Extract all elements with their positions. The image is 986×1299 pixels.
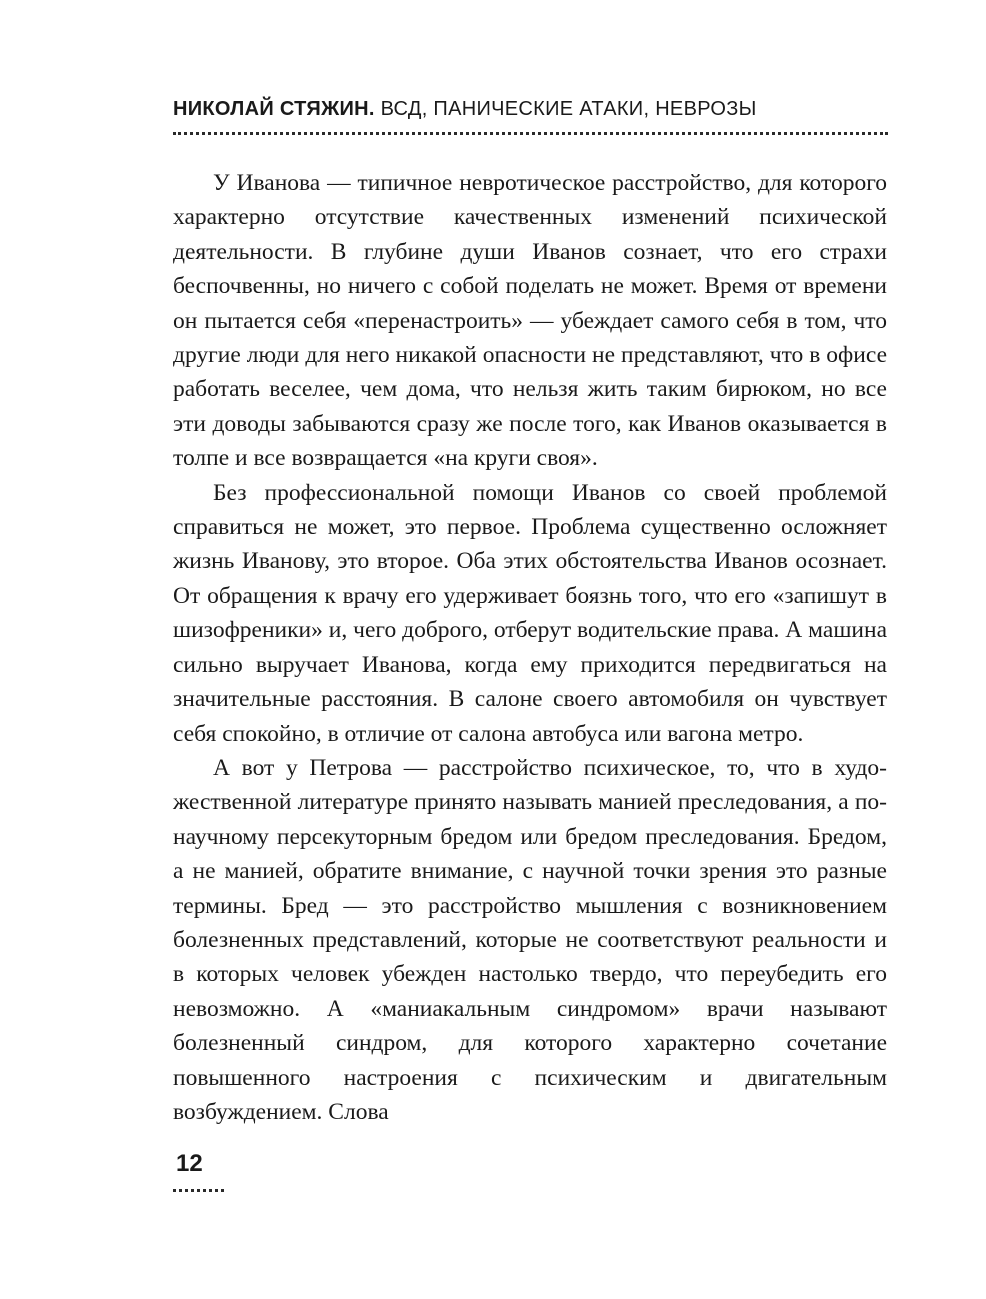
paragraph: Без профессиональной помощи Иванов со своей проблемой справиться не может, это первое. Проблема существенно осложняет жизнь Иванову, это второе. Оба этих обстоятельства Иванов осознает. От обращения к врачу его удерживает боязнь того, что его «запишут в шизофреники» и, чего доброго, отберут водительские права. А машина сильно выручает Иванова, когда ему приходится передвигаться на значительные расстояния. В салоне своего автомобиля он чувствует себя спокойно, в отличие от салона автобуса или вагона метро. <box>173 479 887 747</box>
paragraph: У Иванова — типичное невротическое расстройство, для которого характерно отсутствие качественных изменений психической деятельности. В глубине души Иванов сознает, что его страхи беспочвенны, но ничего с собой поделать не может. Время от времени он пытается себя «перенастроить» — убеждает самого себя в том, что другие люди для него никакой опасности не представляют, что в офисе работать веселее, чем дома, что нельзя жить таким бирюком, но все эти доводы забываются сразу же после того, как Иванов оказывается в толпе и все возвращается «на круги своя». <box>173 170 887 472</box>
footer-dotted-rule <box>173 1189 224 1192</box>
body-text <box>173 166 887 1129</box>
book-title: ВСД, ПАНИЧЕСКИЕ АТАКИ, НЕВРОЗЫ <box>380 98 757 120</box>
page-number: 12 <box>176 1150 203 1177</box>
author-name: НИКОЛАЙ СТЯЖИН. <box>173 98 375 120</box>
header-dotted-rule <box>173 132 888 135</box>
paragraph: А вот у Петрова — расстройство психическое, то, что в художественной литературе принято называть манией преследования, а по-научному персекуторным бредом или бредом преследования. Бредом, а не манией, обратите внимание, с научной точки зрения это разные термины. Бред — это расстройство мышления с возникновением болезненных представлений, которые не соответствуют реальности и в которых человек убежден настолько твердо, что переубедить его невозможно. А «маниакальным синдромом» врачи называют болезненный синдром, для которого характерно сочетание повышенного настроения с психическим и двигательным возбуждением. Слова <box>173 754 887 1125</box>
running-head <box>173 98 893 126</box>
